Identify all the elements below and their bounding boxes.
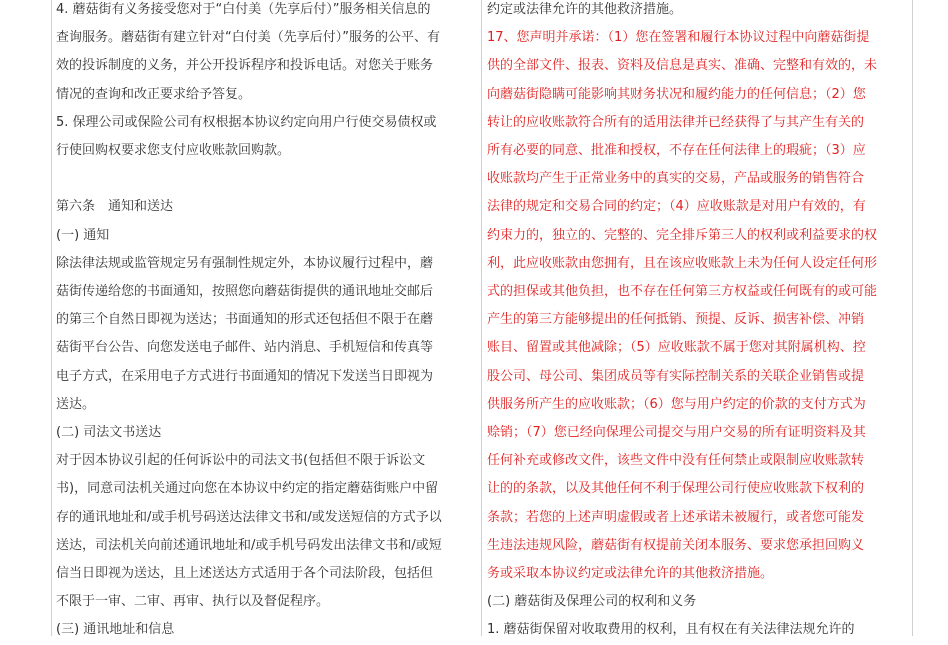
item17-line-9: 利，此应收账款由您拥有，且在该应收账款上未为任何人设定任何形	[487, 255, 878, 271]
item5-line-2: 行使回购权要求您支付应收账款回购款。	[56, 143, 291, 159]
right-section2-title: (二) 蘑菇街及保理公司的权利和义务	[487, 594, 697, 610]
section1-title: (一) 通知	[56, 227, 110, 243]
right-bottom-line: 1. 蘑菇街保留对收取费用的权利，且有权在有关法律法规允许的	[487, 622, 855, 638]
article6-title: 第六条 通知和送达	[56, 199, 174, 215]
column-divider	[481, 0, 482, 636]
section3-title: (三) 通讯地址和信息	[56, 622, 175, 638]
item17-line-5: 所有必要的同意、批准和授权，不存在任何法律上的瑕疵；（3）应	[487, 143, 866, 159]
section2-line-2: 书)，同意司法机关通过向您在本协议中约定的指定蘑菇街账户中留	[56, 481, 439, 497]
item17-line-4: 转让的应收账款符合所有的适用法律并已经获得了与其产生有关的	[487, 114, 865, 130]
item17-line-14: 供服务所产生的应收账款；（6）您与用户约定的价款的支付方式为	[487, 396, 866, 412]
section2-line-3: 存的通讯地址和/或手机号码送达法律文书和/或发送短信的方式予以	[56, 509, 442, 525]
item17-line-6: 收账款均产生于正常业务中的真实的交易，产品或服务的销售符合	[487, 171, 865, 187]
item17-line-3: 向蘑菇街隐瞒可能影响其财务状况和履约能力的任何信息；（2）您	[487, 86, 866, 102]
right-column	[487, 0, 907, 645]
item5-line-1: 5. 保理公司或保险公司有权根据本协议约定向用户行使交易债权或	[56, 114, 437, 130]
section1-line-1: 除法律法规或监管规定另有强制性规定外，本协议履行过程中，蘑	[56, 255, 434, 271]
section1-line-3: 的第三个自然日即视为送达；书面通知的形式还包括但不限于在蘑	[56, 312, 434, 328]
item17-line-12: 账目、留置或其他减除；（5）应收账款不属于您对其附属机构、控	[487, 340, 866, 356]
item17-line-2: 供的全部文件、报表、资料及信息是真实、准确、完整和有效的，未	[487, 58, 878, 74]
item17-line-1: 17、您声明并承诺：（1）您在签署和履行本协议过程中向蘑菇街提	[487, 30, 870, 46]
item17-line-8: 约束力的，独立的、完整的、完全排斥第三人的权利或利益要求的权	[487, 227, 878, 243]
section1-line-6: 送达。	[56, 396, 96, 412]
item17-line-16: 任何补充或修改文件，该些文件中没有任何禁止或限制应收账款转	[487, 453, 865, 469]
section2-title: (二) 司法文书送达	[56, 425, 162, 441]
section2-line-5: 信当日即视为送达，且上述送达方式适用于各个司法阶段，包括但	[56, 566, 434, 582]
item17-line-15: 赊销；（7）您已经向保理公司提交与用户交易的所有证明资料及其	[487, 425, 866, 441]
item17-line-19: 生违法违规风险，蘑菇街有权提前关闭本服务、要求您承担回购义	[487, 537, 865, 553]
agreement-table	[51, 0, 913, 636]
section2-line-4: 送达，司法机关向前述通讯地址和/或手机号码发出法律文书和/或短	[56, 537, 442, 553]
item17-line-7: 法律的规定和交易合同的约定；（4）应收账款是对用户有效的，有	[487, 199, 866, 215]
item17-line-18: 条款；若您的上述声明虚假或者上述承诺未被履行，或者您可能发	[487, 509, 865, 525]
section2-line-6: 不限于一审、二审、再审、执行以及督促程序。	[56, 594, 330, 610]
item4-line-1: 4. 蘑菇街有义务接受您对于“白付美（先享后付）”服务相关信息的	[56, 2, 431, 17]
section1-line-5: 电子方式，在采用电子方式进行书面通知的情况下发送当日即视为	[56, 368, 434, 384]
item17-line-20: 务或采取本协议约定或法律允许的其他救济措施。	[487, 566, 774, 582]
item4-line-4: 情况的查询和改正要求给予答复。	[56, 86, 252, 102]
paragraph-gap	[56, 165, 476, 193]
section1-line-2: 菇街传递给您的书面通知，按照您向蘑菇街提供的通讯地址交邮后	[56, 284, 434, 300]
section1-line-4: 菇街平台公告、向您发送电子邮件、站内消息、手机短信和传真等	[56, 340, 434, 356]
item17-line-11: 产生的第三方能够提出的任何抵销、预提、反诉、损害补偿、冲销	[487, 312, 865, 328]
item17-line-17: 让的的条款，以及其他任何不利于保理公司行使应收账款下权利的	[487, 481, 865, 497]
item4-line-2: 查询服务。蘑菇街有建立针对“白付美（先享后付）”服务的公平、有	[56, 30, 440, 46]
item17-line-10: 式的担保或其他负担，也不存在任何第三方权益或任何既有的或可能	[487, 284, 878, 300]
item4-line-3: 效的投诉制度的义务，并公开投诉程序和投诉电话。对您关于账务	[56, 58, 434, 74]
section2-line-1: 对于因本协议引起的任何诉讼中的司法文书(包括但不限于诉讼文	[56, 453, 426, 469]
remedy-line: 约定或法律允许的其他救济措施。	[487, 2, 683, 17]
left-column	[56, 0, 476, 645]
item17-line-13: 股公司、母公司、集团成员等有实际控制关系的关联企业销售或提	[487, 368, 865, 384]
